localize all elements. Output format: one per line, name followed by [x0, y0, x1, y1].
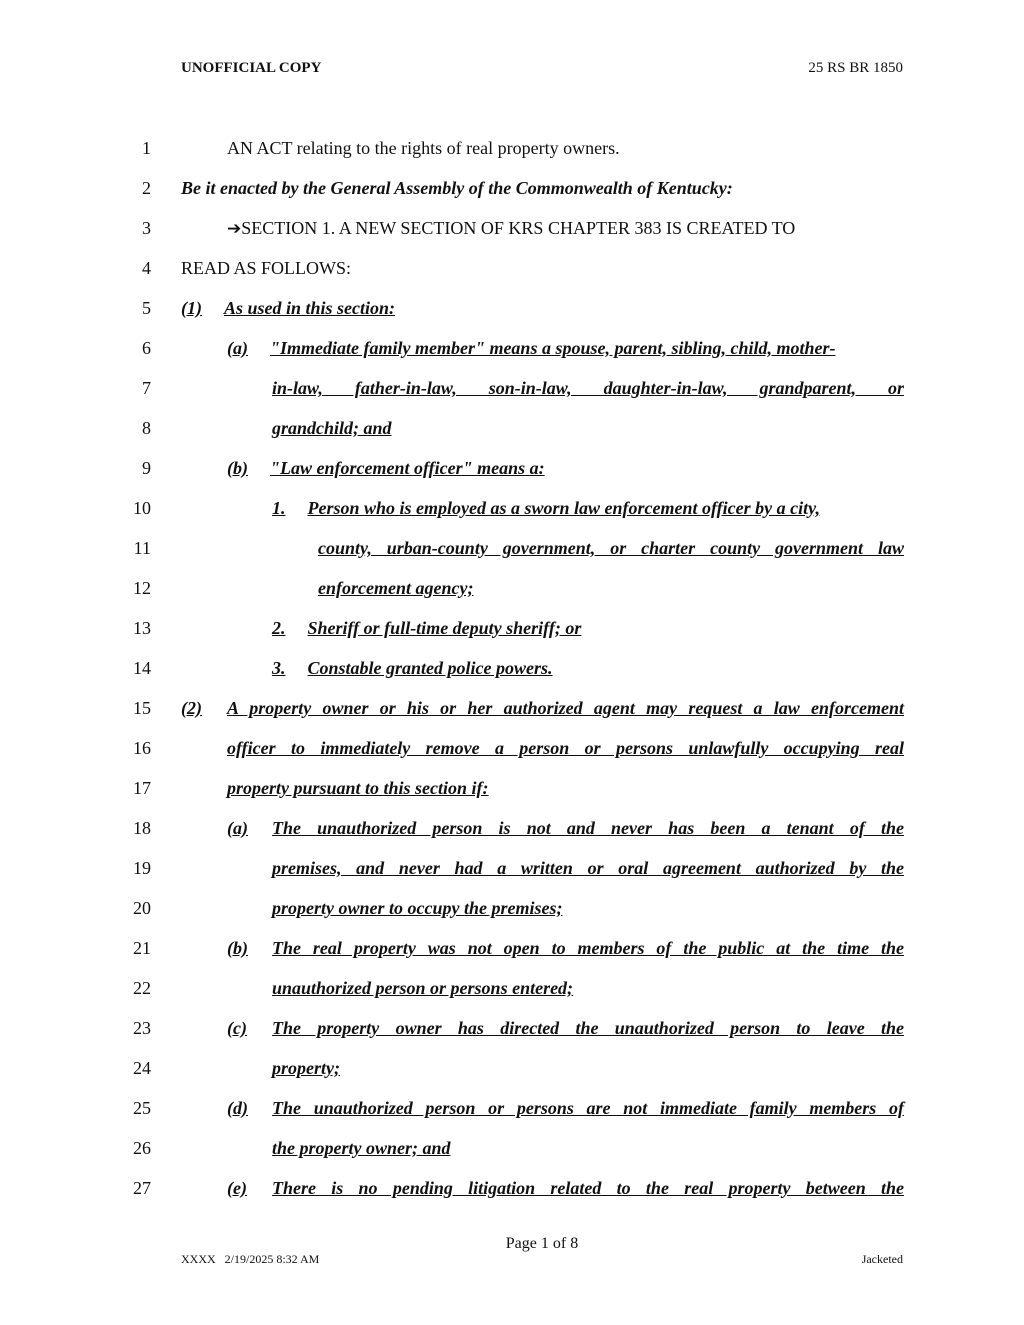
document-line	[0, 970, 1024, 1010]
line-text: Sheriff or full-time deputy sheriff; or	[307, 618, 582, 638]
line-text: As used in this section:	[224, 298, 396, 318]
line-number: 20	[133, 898, 151, 918]
document-line	[0, 570, 1024, 610]
line-text: unauthorized person or persons entered;	[272, 978, 574, 998]
inserted-text	[272, 658, 553, 679]
line-text: county, urban-county government, or charter county government law	[318, 538, 904, 558]
section-heading-text: SECTION 1. A NEW SECTION OF KRS CHAPTER 383 IS CREATED TO	[241, 218, 796, 238]
item-label: 2.	[272, 618, 286, 638]
line-text: grandchild; and	[272, 418, 392, 438]
line-number: 13	[133, 618, 151, 638]
line-text: The property owner has directed the unauthorized person to leave the	[272, 1018, 904, 1038]
line-text: Constable granted police powers.	[307, 658, 553, 678]
line-number: 15	[133, 698, 151, 718]
item-label: (a)	[227, 338, 248, 358]
line-number: 10	[133, 498, 151, 518]
document-line	[0, 290, 1024, 330]
item-label: (e)	[227, 1178, 247, 1198]
line-number: 26	[133, 1138, 151, 1158]
line-number: 25	[133, 1098, 151, 1118]
line-number: 1	[142, 138, 151, 158]
line-number: 27	[133, 1178, 151, 1198]
inserted-text	[227, 338, 836, 359]
line-number: 17	[133, 778, 151, 798]
footer-left: XXXX 2/19/2025 8:32 AM	[181, 1252, 320, 1266]
document-line	[0, 1010, 1024, 1050]
item-label: 1.	[272, 498, 286, 518]
item-label: (b)	[227, 938, 248, 958]
document-line	[0, 890, 1024, 930]
document-line	[0, 850, 1024, 890]
line-number: 23	[133, 1018, 151, 1038]
document-line	[0, 1090, 1024, 1130]
line-number: 12	[133, 578, 151, 598]
section-heading	[227, 218, 795, 239]
document-line	[0, 610, 1024, 650]
item-label: (2)	[181, 698, 202, 718]
document-line	[0, 1130, 1024, 1170]
document-line	[0, 770, 1024, 810]
line-number: 24	[133, 1058, 151, 1078]
document-line	[0, 1050, 1024, 1090]
inserted-text	[272, 618, 581, 639]
document-line	[0, 450, 1024, 490]
line-number: 11	[133, 538, 151, 558]
line-text: property owner to occupy the premises;	[272, 898, 563, 918]
document-line	[0, 330, 1024, 370]
document-line	[0, 930, 1024, 970]
line-text: There is no pending litigation related to the real property between the	[272, 1178, 904, 1198]
enacting-clause: Be it enacted by the General Assembly of the Commonwealth of Kentucky:	[181, 178, 733, 198]
line-text: "Immediate family member" means a spouse, parent, sibling, child, mother-	[270, 338, 836, 358]
line-number: 4	[142, 258, 151, 278]
line-text: The unauthorized person or persons are not immediate family members of	[272, 1098, 904, 1118]
line-text: A property owner or his or her authorized agent may request a law enforcement	[227, 698, 904, 718]
line-text: the property owner; and	[272, 1138, 451, 1158]
line-text: The real property was not open to members of the public at the time the	[272, 938, 904, 958]
inserted-text	[181, 298, 395, 319]
line-text: The unauthorized person is not and never has been a tenant of the	[272, 818, 904, 838]
document-line	[0, 130, 1024, 170]
item-label: (1)	[181, 298, 202, 318]
page-number: Page 1 of 8	[505, 1235, 579, 1252]
line-text: "Law enforcement officer" means a:	[270, 458, 545, 478]
document-line	[0, 650, 1024, 690]
document-line	[0, 690, 1024, 730]
document-line	[0, 730, 1024, 770]
line-number: 19	[133, 858, 151, 878]
inserted-text	[272, 498, 820, 519]
document-line	[0, 210, 1024, 250]
header-left: UNOFFICIAL COPY	[181, 60, 322, 76]
item-label: (a)	[227, 818, 248, 838]
line-number: 8	[142, 418, 151, 438]
line-text: enforcement agency;	[318, 578, 474, 598]
arrow-right-icon: ➔	[227, 219, 242, 239]
line-number: 14	[133, 658, 151, 678]
document-line	[0, 810, 1024, 850]
line-number: 21	[133, 938, 151, 958]
item-label: (b)	[227, 458, 248, 478]
line-text: Person who is employed as a sworn law enforcement officer by a city,	[307, 498, 820, 518]
document-line	[0, 370, 1024, 410]
line-number: 18	[133, 818, 151, 838]
line-number: 6	[142, 338, 151, 358]
line-number: 7	[142, 378, 151, 398]
document-line	[0, 1170, 1024, 1210]
line-text: READ AS FOLLOWS:	[181, 258, 352, 278]
document-line	[0, 490, 1024, 530]
line-text: property pursuant to this section if:	[227, 778, 489, 798]
line-number: 2	[142, 178, 151, 198]
document-line	[0, 530, 1024, 570]
item-label: (c)	[227, 1018, 247, 1038]
item-label: (d)	[227, 1098, 248, 1118]
footer-right: Jacketed	[861, 1252, 903, 1266]
line-number: 22	[133, 978, 151, 998]
line-text: premises, and never had a written or oral agreement authorized by the	[272, 858, 904, 878]
line-text: in-law, father-in-law, son-in-law, daughter-in-law, grandparent, or	[272, 378, 904, 398]
document-line	[0, 250, 1024, 290]
line-text: officer to immediately remove a person or persons unlawfully occupying real	[227, 738, 904, 758]
document-line	[0, 410, 1024, 450]
line-text: AN ACT relating to the rights of real property owners.	[227, 138, 620, 158]
line-number: 5	[142, 298, 151, 318]
line-number: 3	[142, 218, 151, 238]
item-label: 3.	[272, 658, 286, 678]
line-number: 9	[142, 458, 151, 478]
line-text: property;	[272, 1058, 340, 1078]
line-number: 16	[133, 738, 151, 758]
header-right: 25 RS BR 1850	[808, 60, 903, 76]
document-line	[0, 170, 1024, 210]
inserted-text	[227, 458, 545, 479]
